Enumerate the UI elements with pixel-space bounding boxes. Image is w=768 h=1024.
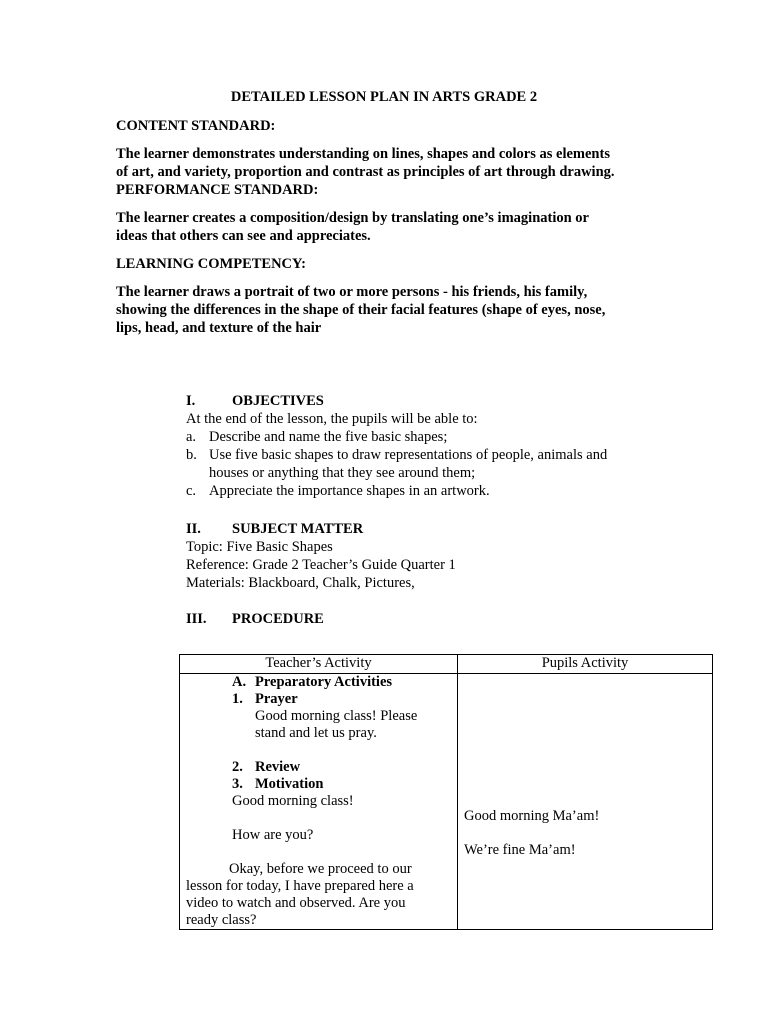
motivation-label [180, 776, 457, 793]
procedure-heading [186, 610, 666, 628]
procedure-table [179, 654, 713, 930]
objective-item [186, 428, 666, 446]
subject-topic: Topic: Five Basic Shapes [186, 539, 333, 555]
spacer [180, 844, 457, 861]
teacher-activity-header: Teacher’s Activity [180, 655, 458, 674]
section-title: OBJECTIVES [232, 393, 324, 409]
pupils-activity-cell [458, 674, 713, 930]
pupil-reply: We’re fine Ma’am! [464, 842, 576, 858]
objective-letter: a. [186, 429, 197, 445]
list-marker: 1. [232, 691, 243, 707]
list-label: Review [255, 759, 301, 775]
section-number: II. [186, 521, 201, 537]
objective-letter: b. [186, 447, 197, 463]
objective-letter: c. [186, 483, 197, 499]
review-label [180, 759, 457, 776]
objective-text [209, 446, 607, 482]
objectives-intro: At the end of the lesson, the pupils will be able to: [186, 411, 478, 427]
objectives-section [186, 392, 666, 500]
teacher-instruction-line: lesson for today, I have prepared here a [186, 878, 414, 894]
section-number: I. [186, 393, 196, 409]
learning-competency-line: showing the differences in the shape of their facial features (shape of eyes, nose, [116, 302, 606, 318]
subject-matter-heading [186, 520, 666, 538]
teacher-instruction-line: video to watch and observed. Are you [186, 895, 406, 911]
list-marker: A. [232, 674, 247, 690]
teacher-instruction-line: Okay, before we proceed to our [229, 861, 412, 877]
document-title: DETAILED LESSON PLAN IN ARTS GRADE 2 [230, 89, 538, 105]
learning-competency-line: lips, head, and texture of the hair [116, 320, 322, 336]
list-marker: 3. [232, 776, 243, 792]
performance-standard-text [116, 209, 656, 245]
objective-text-line: houses or anything that they see around them; [209, 465, 476, 481]
teacher-instruction-line: ready class? [186, 912, 257, 928]
learning-competency-line: The learner draws a portrait of two or more persons - his friends, his family, [116, 284, 588, 300]
procedure-section [186, 610, 666, 628]
teacher-activity-cell [180, 674, 458, 930]
performance-standard-heading: PERFORMANCE STANDARD: [116, 182, 319, 198]
subject-materials: Materials: Blackboard, Chalk, Pictures, [186, 575, 415, 591]
spacer [458, 825, 712, 842]
section-number: III. [186, 611, 207, 627]
prayer-label [180, 691, 457, 708]
list-label: Preparatory Activities [255, 674, 393, 690]
pupil-reply: Good morning Ma’am! [464, 808, 600, 824]
table-row [180, 674, 713, 930]
spacer [180, 810, 457, 827]
list-label: Motivation [255, 776, 324, 792]
prayer-text-line: stand and let us pray. [255, 725, 377, 741]
spacer [180, 742, 457, 759]
performance-standard-line: ideas that others can see and appreciates. [116, 228, 371, 244]
learning-competency-text [116, 283, 656, 337]
subject-reference: Reference: Grade 2 Teacher’s Guide Quarter 1 [186, 557, 456, 573]
objectives-heading [186, 392, 666, 410]
subject-matter-section [186, 520, 666, 592]
content-standard-line: The learner demonstrates understanding on lines, shapes and colors as elements [116, 146, 610, 162]
objective-item [186, 446, 666, 482]
teacher-question: How are you? [232, 827, 314, 843]
performance-standard-line: The learner creates a composition/design by translating one’s imagination or [116, 210, 589, 226]
objective-item [186, 482, 666, 500]
section-title: SUBJECT MATTER [232, 521, 364, 537]
preparatory-activities-label [180, 674, 457, 691]
list-label: Prayer [255, 691, 298, 707]
content-standard-line: of art, and variety, proportion and contrast as principles of art through drawing. [116, 164, 615, 180]
teacher-greeting: Good morning class! [232, 793, 354, 809]
objective-text-line: Use five basic shapes to draw representations of people, animals and [209, 447, 608, 463]
learning-competency-heading: LEARNING COMPETENCY: [116, 256, 306, 272]
pupils-activity-header: Pupils Activity [458, 655, 713, 674]
list-marker: 2. [232, 759, 243, 775]
table-header-row [180, 655, 713, 674]
section-title: PROCEDURE [232, 611, 324, 627]
prayer-text-line: Good morning class! Please [255, 708, 418, 724]
content-standard-heading: CONTENT STANDARD: [116, 118, 276, 134]
objective-text: Describe and name the five basic shapes; [209, 429, 448, 445]
spacer [458, 674, 712, 808]
content-standard-text [116, 145, 656, 199]
objective-text: Appreciate the importance shapes in an artwork. [209, 483, 490, 499]
